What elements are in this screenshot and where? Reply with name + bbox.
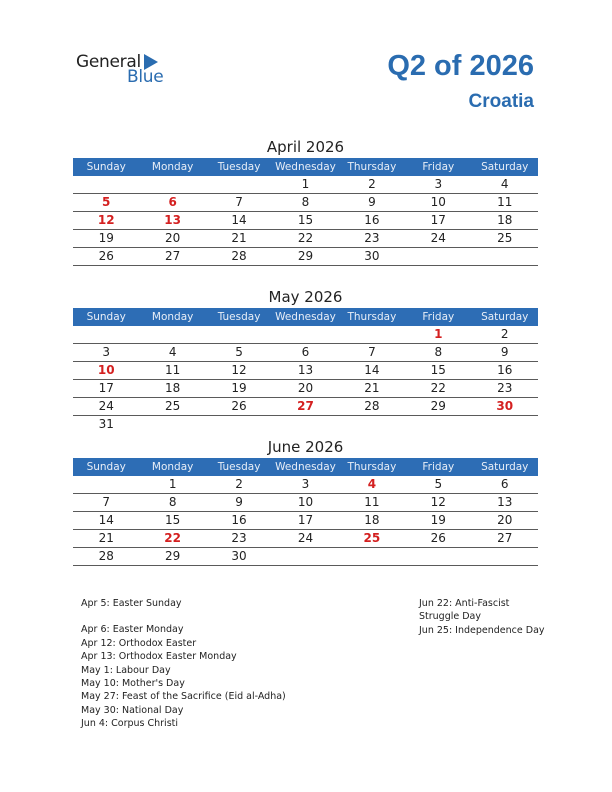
month-title: May 2026 <box>268 288 343 306</box>
day-cell: 4 <box>500 177 509 191</box>
day-cell: 9 <box>235 495 243 509</box>
day-cell: 10 <box>430 195 446 209</box>
day-cell: 24 <box>98 399 114 413</box>
day-cell: 8 <box>168 495 177 509</box>
day-cell <box>272 548 338 565</box>
day-cell: 22 <box>430 381 446 395</box>
day-cell: 15 <box>164 513 181 527</box>
day-cell <box>339 548 405 565</box>
day-cell: 8 <box>301 195 310 209</box>
day-cell: 2 <box>235 477 243 491</box>
week-row <box>73 380 538 398</box>
generalblue-logo <box>76 52 176 88</box>
day-cell: 5 <box>102 195 111 209</box>
day-cell: 11 <box>364 495 380 509</box>
day-cell: 20 <box>164 231 181 245</box>
day-cell <box>73 326 139 343</box>
day-cell: 19 <box>430 513 446 527</box>
day-cell: 20 <box>297 381 314 395</box>
weekday-label: Sunday <box>86 161 126 173</box>
holiday-notes-right <box>419 597 545 637</box>
day-cell: 15 <box>297 213 314 227</box>
day-cell: 23 <box>364 231 380 245</box>
weekday-label: Wednesday <box>275 311 336 323</box>
day-cell: 7 <box>235 195 243 209</box>
weekday-header <box>73 308 538 326</box>
holiday-note: May 30: National Day <box>81 704 184 716</box>
day-cell: 13 <box>497 495 513 509</box>
day-cell: 24 <box>430 231 446 245</box>
day-cell: 26 <box>231 399 247 413</box>
day-cell: 26 <box>430 531 446 545</box>
day-cell: 28 <box>231 249 247 263</box>
week-row <box>73 476 538 494</box>
day-cell <box>73 476 139 493</box>
day-cell <box>405 416 471 433</box>
day-cell <box>139 326 205 343</box>
day-cell: 16 <box>231 513 247 527</box>
day-cell: 30 <box>496 399 514 413</box>
weekday-label: Tuesday <box>217 161 261 173</box>
holiday-note: Jun 4: Corpus Christi <box>81 718 179 730</box>
day-cell <box>339 326 405 343</box>
day-cell: 14 <box>231 213 247 227</box>
day-cell: 26 <box>98 249 114 263</box>
day-cell: 17 <box>297 513 314 527</box>
holiday-note: May 1: Labour Day <box>81 664 171 676</box>
day-cell: 14 <box>98 513 114 527</box>
day-cell: 2 <box>368 177 376 191</box>
day-cell <box>472 416 538 433</box>
weekday-header <box>73 158 538 176</box>
weekday-label: Sunday <box>86 461 126 473</box>
day-cell: 25 <box>363 531 381 545</box>
day-cell: 11 <box>164 363 181 377</box>
weekday-label: Monday <box>151 311 194 323</box>
day-cell: 27 <box>297 399 314 413</box>
holiday-note: May 27: Feast of the Sacrifice (Eid al-Adha) <box>81 691 286 703</box>
day-cell: 29 <box>297 249 314 263</box>
day-cell: 23 <box>497 381 513 395</box>
day-cell: 9 <box>368 195 376 209</box>
day-cell: 6 <box>500 477 509 491</box>
day-cell: 30 <box>231 549 247 563</box>
note-spacer <box>81 610 286 623</box>
week-row <box>73 326 538 344</box>
weekday-label: Monday <box>151 461 194 473</box>
day-cell: 5 <box>235 345 243 359</box>
day-cell: 11 <box>497 195 513 209</box>
weekday-label: Saturday <box>481 161 529 173</box>
week-row <box>73 248 538 266</box>
day-cell: 27 <box>164 249 181 263</box>
day-cell: 18 <box>364 513 380 527</box>
day-cell: 21 <box>98 531 114 545</box>
holiday-note: Jun 22: Anti-Fascist <box>419 598 510 609</box>
day-cell: 31 <box>98 417 114 431</box>
day-cell: 18 <box>497 213 513 227</box>
weekday-label: Saturday <box>481 311 529 323</box>
day-cell: 24 <box>297 531 314 545</box>
day-cell <box>139 176 205 193</box>
month-title: April 2026 <box>266 138 345 156</box>
day-cell: 7 <box>102 495 111 509</box>
day-cell: 3 <box>102 345 111 359</box>
day-cell <box>206 176 272 193</box>
day-cell: 22 <box>164 531 181 545</box>
day-cell: 6 <box>168 195 177 209</box>
holiday-note: Struggle Day <box>419 611 482 623</box>
day-cell: 1 <box>168 477 177 491</box>
weekday-label: Friday <box>422 311 455 323</box>
day-cell: 3 <box>301 477 310 491</box>
day-cell: 9 <box>500 345 509 359</box>
day-cell: 13 <box>297 363 314 377</box>
day-cell: 10 <box>97 363 115 377</box>
weekday-label: Thursday <box>347 461 397 473</box>
week-row <box>73 176 538 194</box>
week-row <box>73 362 538 380</box>
day-cell: 28 <box>98 549 114 563</box>
weekday-label: Saturday <box>481 461 529 473</box>
month-may <box>73 286 538 433</box>
day-cell: 10 <box>297 495 314 509</box>
day-cell <box>472 248 538 265</box>
day-cell: 29 <box>164 549 181 563</box>
day-cell: 19 <box>231 381 247 395</box>
day-cell: 1 <box>434 327 443 341</box>
day-cell: 1 <box>301 177 310 191</box>
day-cell: 15 <box>430 363 446 377</box>
logo-general-text: General <box>76 52 141 72</box>
day-cell: 23 <box>231 531 247 545</box>
week-row <box>73 494 538 512</box>
holiday-note: Apr 13: Orthodox Easter Monday <box>81 651 237 663</box>
weekday-label: Friday <box>422 161 455 173</box>
month-title: June 2026 <box>267 438 344 456</box>
week-row <box>73 548 538 566</box>
day-cell: 8 <box>434 345 443 359</box>
day-cell: 17 <box>98 381 114 395</box>
week-row <box>73 398 538 416</box>
day-cell: 25 <box>497 231 513 245</box>
day-cell <box>405 248 471 265</box>
day-cell: 2 <box>500 327 509 341</box>
quarter-title: Q2 of 2026 <box>387 50 534 82</box>
weekday-label: Friday <box>422 461 455 473</box>
week-row <box>73 230 538 248</box>
day-cell <box>272 416 338 433</box>
day-cell <box>472 548 538 565</box>
holiday-notes-left <box>81 597 286 731</box>
day-cell: 12 <box>231 363 247 377</box>
day-cell: 16 <box>364 213 380 227</box>
country-name: Croatia <box>468 91 534 112</box>
holiday-note: Apr 6: Easter Monday <box>81 624 184 636</box>
week-row <box>73 344 538 362</box>
holiday-note: May 10: Mother's Day <box>81 678 185 690</box>
day-cell: 18 <box>164 381 181 395</box>
day-cell: 25 <box>164 399 181 413</box>
day-cell <box>73 176 139 193</box>
week-row <box>73 212 538 230</box>
weekday-label: Sunday <box>86 311 126 323</box>
weekday-header <box>73 458 538 476</box>
day-cell: 20 <box>497 513 513 527</box>
day-cell <box>405 548 471 565</box>
day-cell: 7 <box>368 345 376 359</box>
day-cell: 12 <box>430 495 446 509</box>
day-cell: 19 <box>98 231 114 245</box>
week-row <box>73 194 538 212</box>
day-cell <box>272 326 338 343</box>
day-cell <box>339 416 405 433</box>
day-cell: 13 <box>164 213 181 227</box>
month-april <box>73 136 538 266</box>
week-row <box>73 512 538 530</box>
holiday-note: Apr 5: Easter Sunday <box>81 598 182 609</box>
day-cell: 4 <box>367 477 377 491</box>
weekday-label: Thursday <box>347 311 397 323</box>
day-cell: 3 <box>434 177 443 191</box>
day-cell: 27 <box>497 531 513 545</box>
day-cell: 30 <box>364 249 380 263</box>
day-cell: 22 <box>297 231 314 245</box>
day-cell: 21 <box>364 381 380 395</box>
holiday-note: Apr 12: Orthodox Easter <box>81 637 197 649</box>
logo-blue-text: Blue <box>127 67 164 87</box>
weekday-label: Tuesday <box>217 461 261 473</box>
day-cell: 16 <box>497 363 513 377</box>
day-cell: 28 <box>364 399 380 413</box>
weekday-label: Wednesday <box>275 461 336 473</box>
month-june <box>73 436 538 566</box>
day-cell: 12 <box>97 213 115 227</box>
day-cell <box>139 416 205 433</box>
day-cell: 6 <box>301 345 310 359</box>
day-cell: 14 <box>364 363 380 377</box>
day-cell: 17 <box>430 213 446 227</box>
weekday-label: Wednesday <box>275 161 336 173</box>
day-cell: 21 <box>231 231 247 245</box>
week-row <box>73 416 538 433</box>
day-cell: 29 <box>430 399 446 413</box>
weekday-label: Monday <box>151 161 194 173</box>
holiday-note: Jun 25: Independence Day <box>419 624 545 636</box>
day-cell <box>206 416 272 433</box>
weekday-label: Thursday <box>347 161 397 173</box>
week-row <box>73 530 538 548</box>
day-cell: 4 <box>168 345 177 359</box>
weekday-label: Tuesday <box>217 311 261 323</box>
day-cell: 5 <box>434 477 443 491</box>
day-cell <box>206 326 272 343</box>
